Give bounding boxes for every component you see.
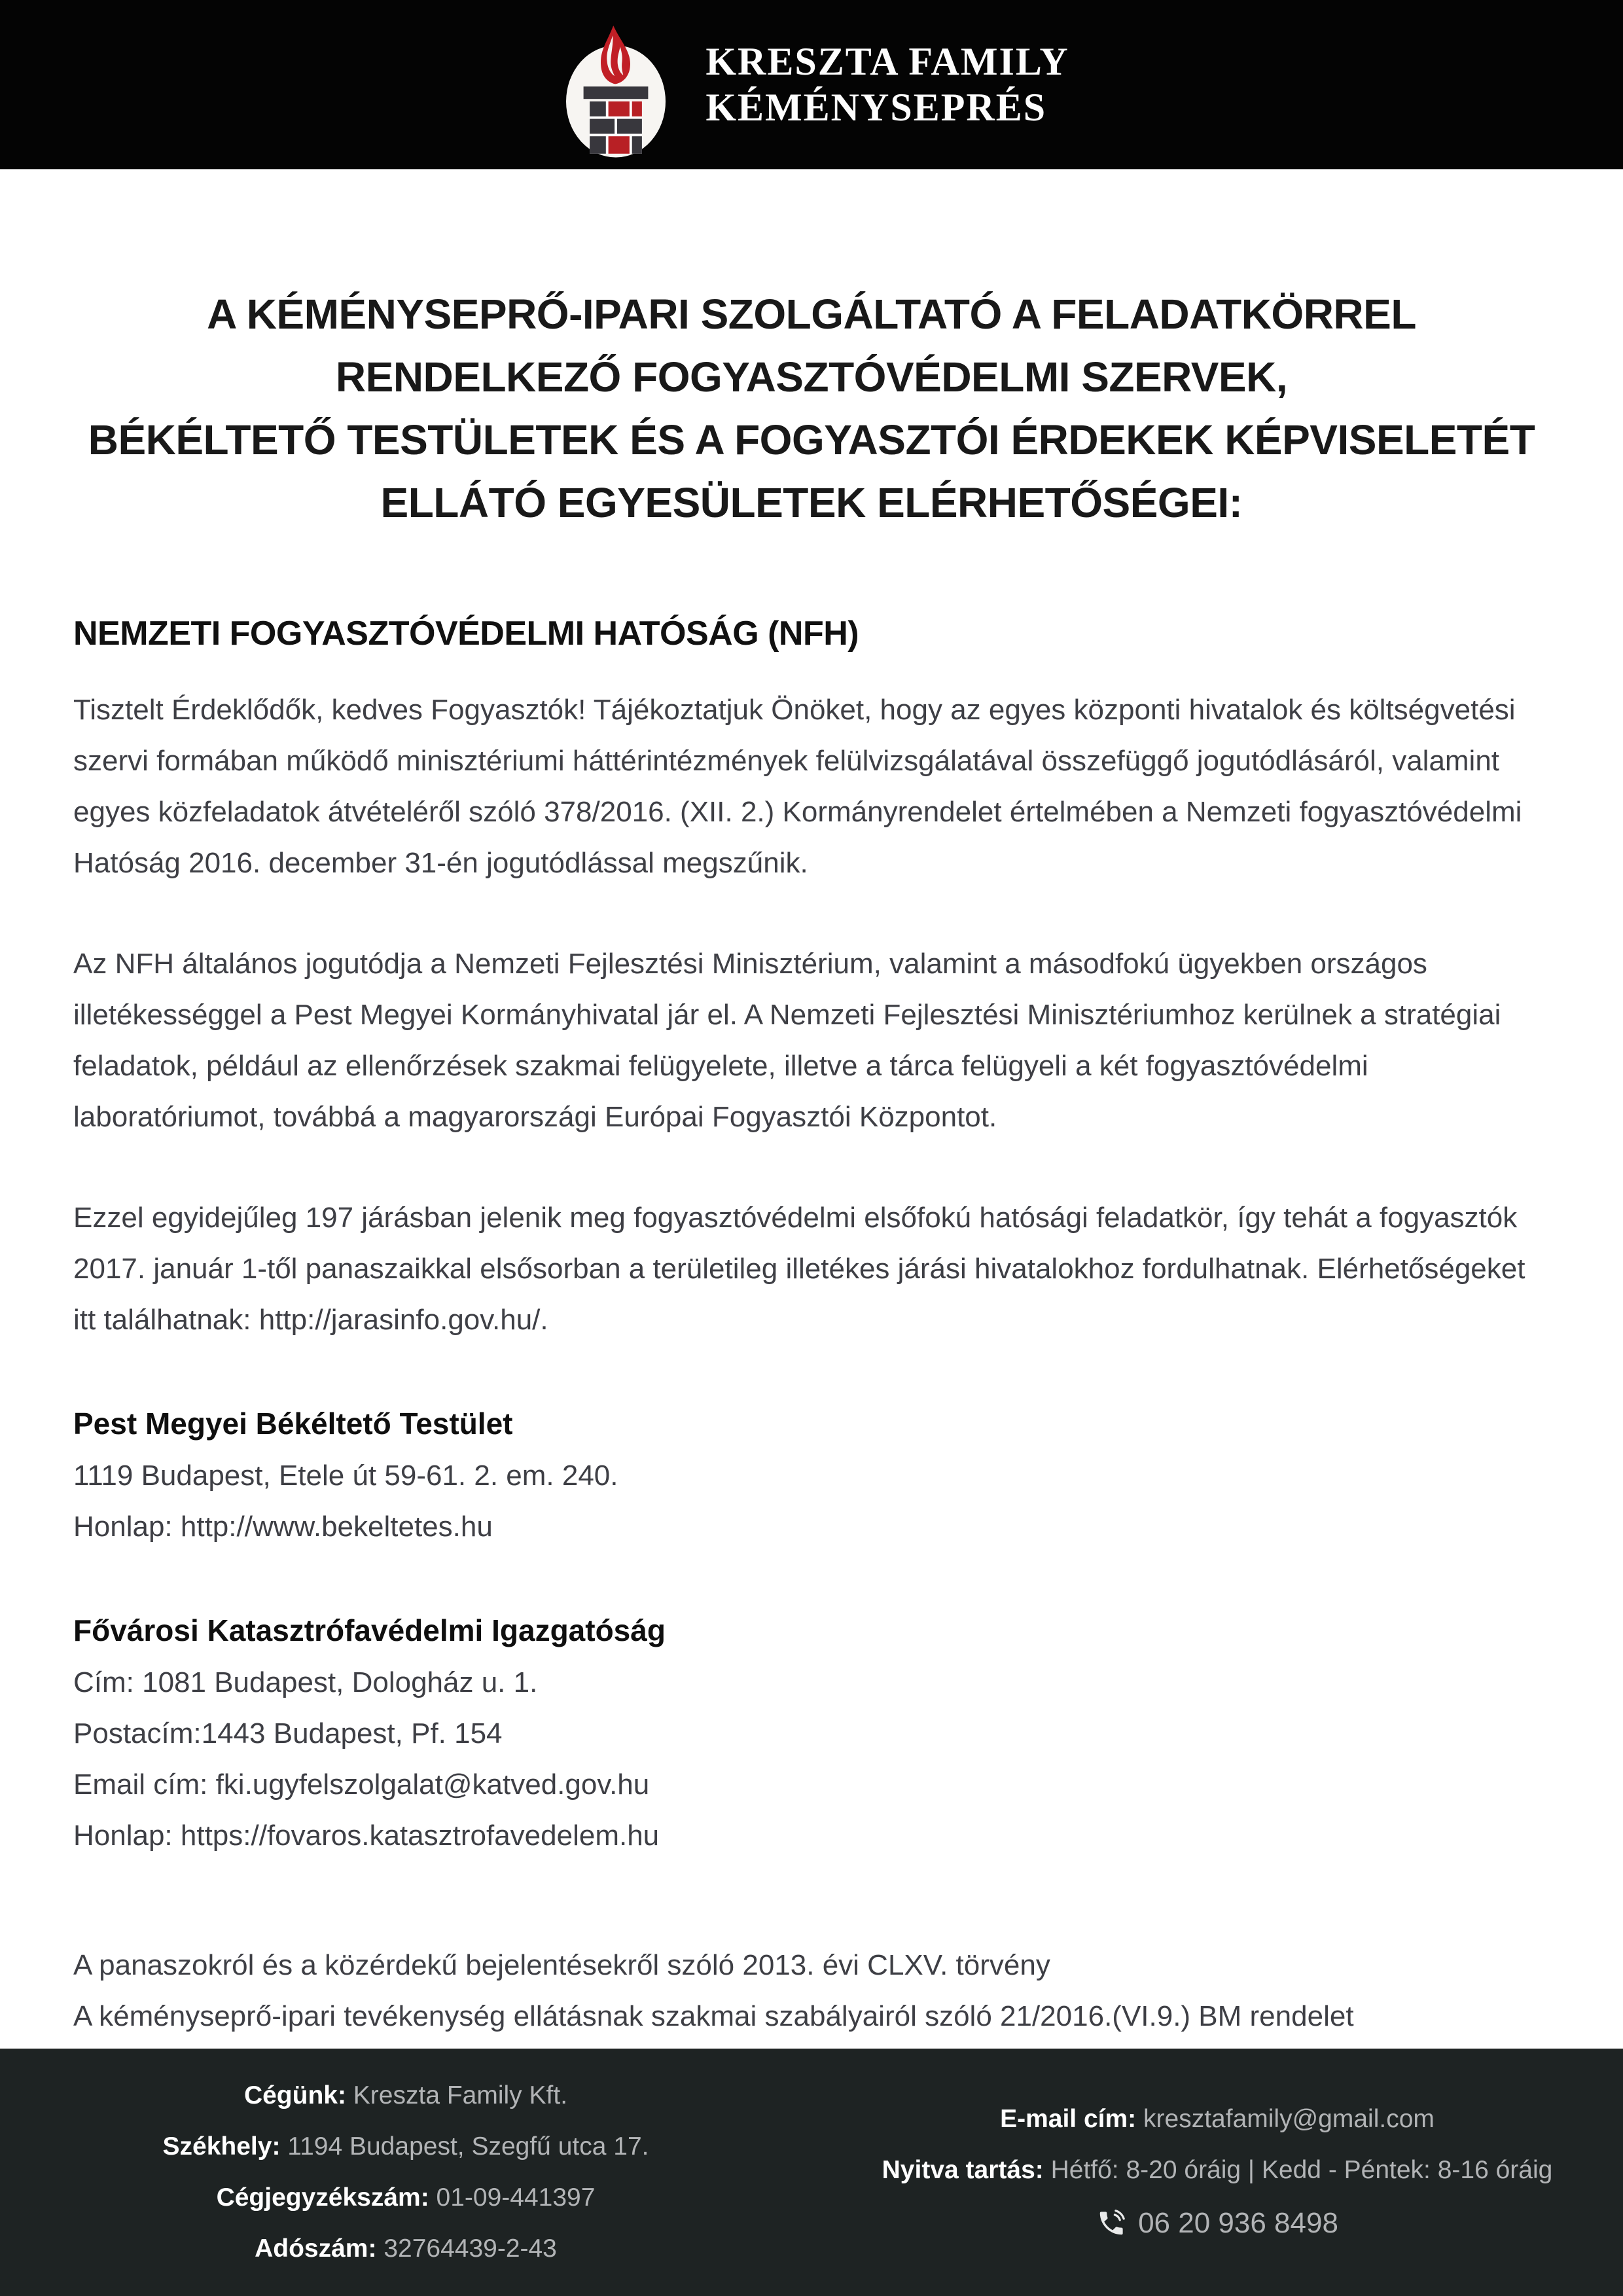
address-label: Székhely: xyxy=(162,2132,281,2161)
brand-name-line1: KRESZTA FAMILY xyxy=(705,40,1069,83)
footer-address-row xyxy=(163,2132,649,2161)
law-line-1: A panaszokról és a közérdekű bejelentésekről szóló 2013. évi CLXV. törvény xyxy=(73,1949,1050,1981)
chimney-flame-icon xyxy=(554,14,678,164)
fovarosi-address-block xyxy=(73,1657,1550,1861)
hours-label: Nyitva tartás: xyxy=(882,2156,1044,2184)
pest-address-block xyxy=(73,1450,1550,1552)
page-title-line-2: RENDELKEZŐ FOGYASZTÓVÉDELMI SZERVEK, xyxy=(335,353,1288,401)
footer-company-name-row xyxy=(244,2081,567,2110)
brand-name-line2: KÉMÉNYSEPRÉS xyxy=(705,86,1047,129)
pest-website-line: Honlap: http://www.bekeltetes.hu xyxy=(73,1511,493,1543)
footer-hours-row xyxy=(882,2156,1553,2185)
heading-pest-bekelteto: Pest Megyei Békéltető Testület xyxy=(73,1407,513,1441)
fovarosi-address-line: Cím: 1081 Budapest, Dologház u. 1. xyxy=(73,1666,538,1698)
fovarosi-website-line: Honlap: https://fovaros.katasztrofavedelem.hu xyxy=(73,1820,660,1852)
brand-name xyxy=(705,39,1069,130)
law-line-2: A kéményseprő-ipari tevékenység ellátásnak szakmai szabályairól szóló 21/2016.(VI.9.) BM rendelet xyxy=(73,2000,1354,2032)
page-title-line-3: BÉKÉLTETŐ TESTÜLETEK ÉS A FOGYASZTÓI ÉRDEKEK KÉPVISELETÉT xyxy=(88,416,1535,463)
phone-number: 06 20 936 8498 xyxy=(1138,2207,1338,2239)
nfh-paragraph-1: Tisztelt Érdeklődők, kedves Fogyasztók! Tájékoztatjuk Önöket, hogy az egyes központi hivatalok és költségvetési szervi formában működő minisztériumi háttérintézmények felülvizsgálatával összefüggő jogutódlásáról, valamint egyes közfeladatok átvételéről szóló 378/2016. (XII. 2.) Kormányrendelet értelmében a Nemzeti fogyasztóvédelmi Hatóság 2016. december 31-én jogutódlással megszűnik. xyxy=(73,694,1522,879)
pest-address-line: 1119 Budapest, Etele út 59-61. 2. em. 240. xyxy=(73,1460,618,1492)
address-value: 1194 Budapest, Szegfű utca 17. xyxy=(287,2132,649,2161)
page-title xyxy=(73,170,1550,534)
page-footer xyxy=(0,2049,1623,2296)
fovarosi-postal-line: Postacím:1443 Budapest, Pf. 154 xyxy=(73,1717,503,1749)
phone-icon xyxy=(1096,2208,1126,2238)
section-heading-nfh: NEMZETI FOGYASZTÓVÉDELMI HATÓSÁG (NFH) xyxy=(73,615,859,653)
footer-registry-row xyxy=(217,2183,596,2212)
company-value: Kreszta Family Kft. xyxy=(353,2081,568,2109)
email-value: kresztafamily@gmail.com xyxy=(1143,2105,1435,2133)
page-title-line-4: ELLÁTÓ EGYESÜLETEK ELÉRHETŐSÉGEI: xyxy=(380,479,1243,526)
hours-value: Hétfő: 8-20 óráig | Kedd - Péntek: 8-16 óráig xyxy=(1050,2156,1553,2184)
footer-email-row xyxy=(1000,2105,1435,2134)
registry-value: 01-09-441397 xyxy=(436,2183,596,2212)
nfh-paragraph-3: Ezzel egyidejűleg 197 járásban jelenik meg fogyasztóvédelmi elsőfokú hatósági feladatkör, így tehát a fogyasztók 2017. január 1-től panaszaikkal elsősorban a területileg illetékes járási hivatalokhoz fordulhatnak. Elérhetőségeket itt találhatnak: http://jarasinfo.gov.hu/. xyxy=(73,1202,1525,1336)
footer-taxid-row xyxy=(255,2234,557,2263)
taxid-value: 32764439-2-43 xyxy=(383,2234,557,2263)
heading-fovarosi-katasztrofavedelem: Fővárosi Katasztrófavédelmi Igazgatóság xyxy=(73,1613,666,1647)
taxid-label: Adószám: xyxy=(255,2234,377,2263)
registry-label: Cégjegyzékszám: xyxy=(216,2183,429,2212)
company-label: Cégünk: xyxy=(243,2081,346,2109)
footer-phone-row xyxy=(1096,2207,1338,2240)
page-title-line-1: A KÉMÉNYSEPRŐ-IPARI SZOLGÁLTATÓ A FELADATKÖRREL xyxy=(207,291,1416,338)
nfh-paragraph-2: Az NFH általános jogutódja a Nemzeti Fejlesztési Minisztérium, valamint a másodfokú ügyekben országos illetékességgel a Pest Megyei Kormányhivatal jár el. A Nemzeti Fejlesztési Minisztériumhoz kerülnek a stratégiai feladatok, például az ellenőrzések szakmai felügyelete, illetve a tárca felügyeli a két fogyasztóvédelmi laboratóriumot, továbbá a magyarországi Európai Fogyasztói Központot. xyxy=(73,948,1501,1133)
page-header xyxy=(0,0,1623,170)
document-body xyxy=(0,170,1623,2093)
footer-company-column xyxy=(0,2049,812,2296)
email-label: E-mail cím: xyxy=(1000,2105,1137,2133)
fovarosi-email-line: Email cím: fki.ugyfelszolgalat@katved.gov.hu xyxy=(73,1768,650,1801)
footer-contact-column xyxy=(812,2049,1623,2296)
brand-logo xyxy=(554,14,678,164)
